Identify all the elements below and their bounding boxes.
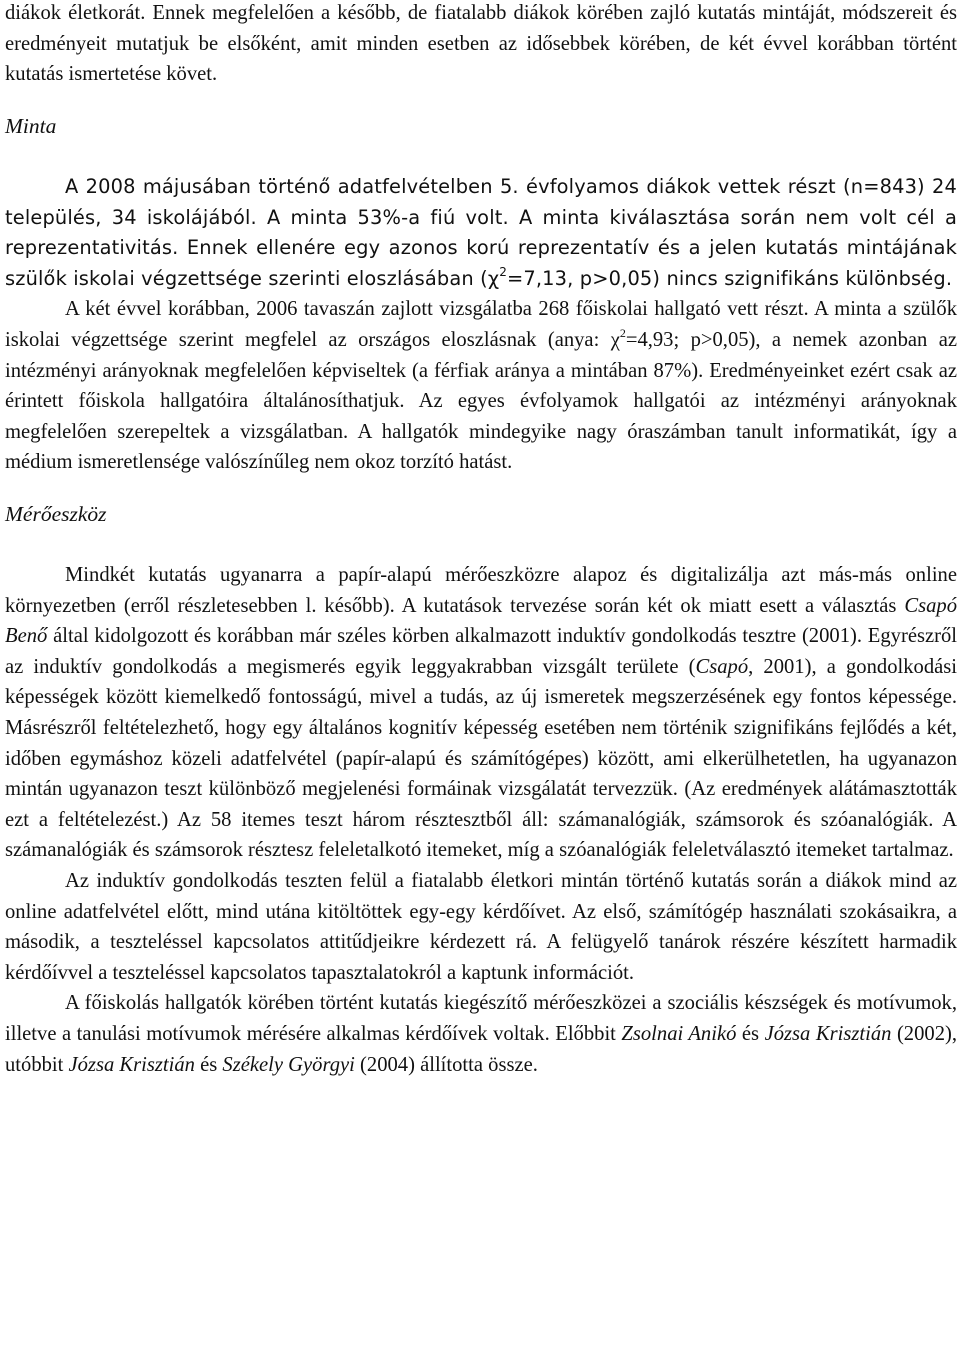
author-name: Székely Györgyi xyxy=(222,1053,355,1076)
text-run: =4,93; p>0,05), a nemek azonban az intézményi arányoknak megfelelően képviseltek (a férfiak aránya a mintában 87%). Eredményeinket ezért csak az érintett főiskola hallgatóira általánosíthatjuk. Az egyes évfolyamok hallgatói az intézményi arányoknak megfelelően szerepeltek a vizsgálatban. A hallgatók mindegyike nagy óraszámban tanult informatikát, így a médium ismeretlensége valószínűleg nem okoz torzító hatást. xyxy=(5,328,957,474)
meroeszkoz-paragraph-3 xyxy=(5,988,957,1080)
text-run: Mindkét kutatás ugyanarra a papír-alapú mérőeszközre alapoz és digitalizálja azt más-más online környezetben (erről részletesebben l. később). A kutatások tervezése során két ok miatt esett a választás xyxy=(5,564,957,617)
chi-symbol: χ xyxy=(610,328,620,351)
superscript: 2 xyxy=(619,325,626,340)
chi-symbol: χ xyxy=(487,266,500,290)
document-page xyxy=(5,0,957,1080)
section-heading-meroeszkoz: Mérőeszköz xyxy=(5,501,107,526)
author-name: Józsa Krisztián xyxy=(764,1023,892,1045)
author-name: Józsa Krisztián xyxy=(68,1053,195,1076)
author-name: Csapó Benő xyxy=(5,594,957,648)
meroeszkoz-paragraph-1 xyxy=(5,560,957,866)
minta-paragraph-2 xyxy=(5,294,957,478)
intro-paragraph: diákok életkorát. Ennek megfelelően a később, de fiatalabb diákok körében zajló kutatás mintáját, módszereit és eredményeit mutatjuk be elsőként, amit minden esetben az idősebbek körében, de két évvel korábban történt kutatás ismertetése követ. xyxy=(5,2,957,86)
author-name: Zsolnai Anikó xyxy=(621,1023,737,1045)
author-name: Csapó xyxy=(695,655,749,678)
text-run: és xyxy=(194,1053,223,1076)
text-run: által kidolgozott és korábban már széles körben alkalmazott induktív gondolkodás tesztre (2001). Egyrészről az induktív gondolkodás a megismerés egyik leggyakrabban vizsgált területe ( xyxy=(5,625,957,678)
text-run: A két évvel korábban, 2006 tavaszán zajlott vizsgálatba 268 főiskolai hallgató vett részt. A minta a szülők iskolai végzettsége szerint megfelel az országos eloszlásnak (anya: xyxy=(5,298,957,351)
text-run: =7,13, p>0,05) nincs szignifikáns különbség. xyxy=(506,266,953,290)
superscript: 2 xyxy=(499,264,507,279)
text-run: (2002), utóbbit xyxy=(5,1023,957,1076)
text-run: és xyxy=(736,1023,765,1045)
meroeszkoz-paragraph-2: Az induktív gondolkodás teszten felül a fiatalabb életkori mintán történő kutatás során a diákok mind az online adatfelvétel előtt, mind utána kitöltöttek egy-egy kérdőívet. Az első, számítógép használati szokásaikra, a második, a teszteléssel kapcsolatos attitűdjeikre kérdezett rá. A felügyelő tanárok részére készített harmadik kérdőívvel a teszteléssel kapcsolatos tapasztalatokról a kaptunk információt. xyxy=(5,870,957,984)
text-run: A 2008 májusában történő adatfelvételben 5. évfolyamos diákok vettek részt (n=843) 24 település, 34 iskolájából. A minta 53%-a fiú volt. A minta kiválasztása során nem volt cél a reprezentativitás. Ennek ellenére egy azonos korú reprezentatív és a jelen kutatás mintájának szülők iskolai végzettsége szerinti eloszlásában ( xyxy=(5,174,957,290)
text-run: A főiskolás hallgatók körében történt kutatás kiegészítő mérőeszközei a szociális készségek és motívumok, illetve a tanulási motívumok mérésére alkalmas kérdőívek voltak. Előbbit xyxy=(5,992,957,1045)
section-heading-minta: Minta xyxy=(5,113,57,138)
minta-paragraph-1 xyxy=(5,172,957,294)
text-run: , 2001), a gondolkodási képességek között kiemelkedő fontosságú, mivel a tudás, az új ismeretek megszerzésének egy fontos képessége. Másrészről feltételezhető, hogy egy általános kognitív képesség esetében nem történik szignifikáns fejlődés a két, időben egymáshoz közeli adatfelvétel (papír-alapú és számítógépes) között, ami elkerülhetetlen, ha ugyanazon mintán ugyanazon teszt különböző megjelenési formáinak vizsgálatát tervezzük. (Az eredmények alátámasztották ezt a feltételezést.) Az 58 itemes teszt három résztesztből áll: számanalógiák, számsorok és szóanalógiák. A számanalógiák és számsorok résztesz feleletalkotó itemeket, míg a szóanalógiák feleletválasztó itemeket tartalmaz. xyxy=(5,655,957,862)
text-run: (2004) állította össze. xyxy=(354,1053,538,1076)
